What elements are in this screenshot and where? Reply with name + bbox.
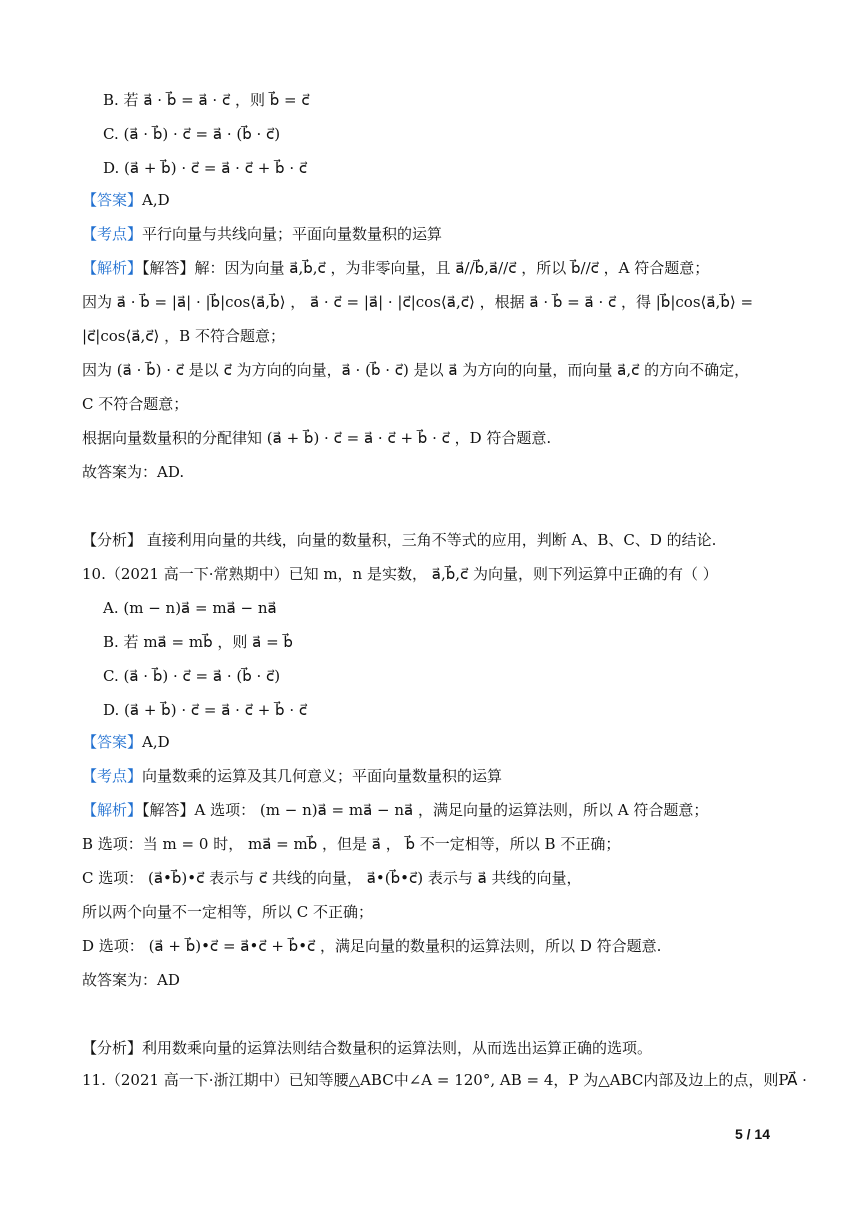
answer-tag: 【答案】 xyxy=(82,733,143,751)
q10-jiexi-line-6: 故答案为：AD xyxy=(82,971,180,989)
q9-jiexi-line-4: 因为 (a⃗ · b⃗) · c⃗ 是以 c⃗ 为方向的向量，a⃗ · (b⃗ · c⃗) 是以 a⃗ 为方向的向量，而向量 a⃗,c⃗ 的方向不确定， xyxy=(82,361,750,379)
fenxi-text: 直接利用向量的共线，向量的数量积，三角不等式的应用，判断 A、B、C、D 的结论. xyxy=(142,531,717,549)
q10-option-b: B. 若 ma⃗ = mb⃗ ，则 a⃗ = b⃗ xyxy=(103,633,293,651)
q10-jiexi-line-1 xyxy=(82,800,708,820)
kaodian-tag: 【考点】 xyxy=(82,225,143,243)
q10-kaodian xyxy=(82,766,502,786)
jiexi-text: 【解答】解：因为向量 a⃗,b⃗,c⃗ ，为非零向量，且 a⃗//b⃗,a⃗//c⃗ ，所以 b⃗//c⃗ ，A 符合题意； xyxy=(142,259,710,277)
q10-option-a: A. (m − n)a⃗ = ma⃗ − na⃗ xyxy=(103,599,277,617)
q9-option-c: C. (a⃗ · b⃗) · c⃗ = a⃗ · (b⃗ · c⃗) xyxy=(103,125,281,143)
q10-jiexi-line-5: D 选项： (a⃗ + b⃗)•c⃗ = a⃗•c⃗ + b⃗•c⃗ ，满足向量的数量积的运算法则，所以 D 符合题意. xyxy=(82,937,662,955)
jiexi-text: 【解答】A 选项： (m − n)a⃗ = ma⃗ − na⃗ ，满足向量的运算法则，所以 A 符合题意； xyxy=(142,801,709,819)
answer-text: A,D xyxy=(142,733,170,751)
fenxi-tag: 【分析】 xyxy=(82,531,143,549)
page-number: 5 / 14 xyxy=(734,1126,770,1142)
kaodian-text: 平行向量与共线向量；平面向量数量积的运算 xyxy=(142,225,443,243)
q10-jiexi-line-2: B 选项：当 m = 0 时， ma⃗ = mb⃗ ，但是 a⃗ ， b⃗ 不一定相等，所以 B 不正确； xyxy=(82,835,621,853)
q9-kaodian xyxy=(82,224,442,244)
q9-option-b: B. 若 a⃗ · b⃗ = a⃗ · c⃗ ，则 b⃗ = c⃗ xyxy=(103,91,310,109)
kaodian-text: 向量数乘的运算及其几何意义；平面向量数量积的运算 xyxy=(142,767,503,785)
q10-jiexi-line-4: 所以两个向量不一定相等，所以 C 不正确； xyxy=(82,903,374,921)
jiexi-tag: 【解析】 xyxy=(82,259,143,277)
q10-option-d: D. (a⃗ + b⃗) · c⃗ = a⃗ · c⃗ + b⃗ · c⃗ xyxy=(103,701,308,719)
fenxi-tag: 【分析】 xyxy=(82,1039,143,1057)
q9-jiexi-line-6: 根据向量数量积的分配律知 (a⃗ + b⃗) · c⃗ = a⃗ · c⃗ + b⃗ · c⃗ ，D 符合题意. xyxy=(82,429,552,447)
jiexi-tag: 【解析】 xyxy=(82,801,143,819)
q9-jiexi-line-7: 故答案为：AD. xyxy=(82,463,185,481)
q11-stem: 11.（2021 高一下·浙江期中）已知等腰△ABC中∠A = 120°, AB = 4，P 为△ABC内部及边上的点，则PA⃗ · xyxy=(82,1071,807,1089)
q9-jiexi-line-1 xyxy=(82,258,709,278)
q9-fenxi xyxy=(82,530,716,550)
q9-answer xyxy=(82,190,170,210)
q10-fenxi xyxy=(82,1038,652,1058)
q9-jiexi-line-3: |c⃗|cos⟨a⃗,c⃗⟩ ，B 不符合题意； xyxy=(82,327,285,345)
q10-option-c: C. (a⃗ · b⃗) · c⃗ = a⃗ · (b⃗ · c⃗) xyxy=(103,667,281,685)
q9-option-d: D. (a⃗ + b⃗) · c⃗ = a⃗ · c⃗ + b⃗ · c⃗ xyxy=(103,159,308,177)
q9-jiexi-line-2: 因为 a⃗ · b⃗ = |a⃗| · |b⃗|cos⟨a⃗,b⃗⟩ ， a⃗ · c⃗ = |a⃗| · |c⃗|cos⟨a⃗,c⃗⟩ ，根据 a⃗ · b⃗ = a⃗ · c⃗ ，得 |b⃗|cos⟨a⃗,b⃗⟩ = xyxy=(82,293,754,311)
answer-tag: 【答案】 xyxy=(82,191,143,209)
q9-jiexi-line-5: C 不符合题意； xyxy=(82,395,189,413)
q10-jiexi-line-3: C 选项： (a⃗•b⃗)•c⃗ 表示与 c⃗ 共线的向量， a⃗•(b⃗•c⃗) 表示与 a⃗ 共线的向量， xyxy=(82,869,582,887)
q10-answer xyxy=(82,732,170,752)
q10-stem: 10.（2021 高一下·常熟期中）已知 m，n 是实数， a⃗,b⃗,c⃗ 为向量，则下列运算中正确的有（ ） xyxy=(82,565,718,583)
kaodian-tag: 【考点】 xyxy=(82,767,143,785)
fenxi-text: 利用数乘向量的运算法则结合数量积的运算法则，从而选出运算正确的选项。 xyxy=(142,1039,653,1057)
answer-text: A,D xyxy=(142,191,170,209)
